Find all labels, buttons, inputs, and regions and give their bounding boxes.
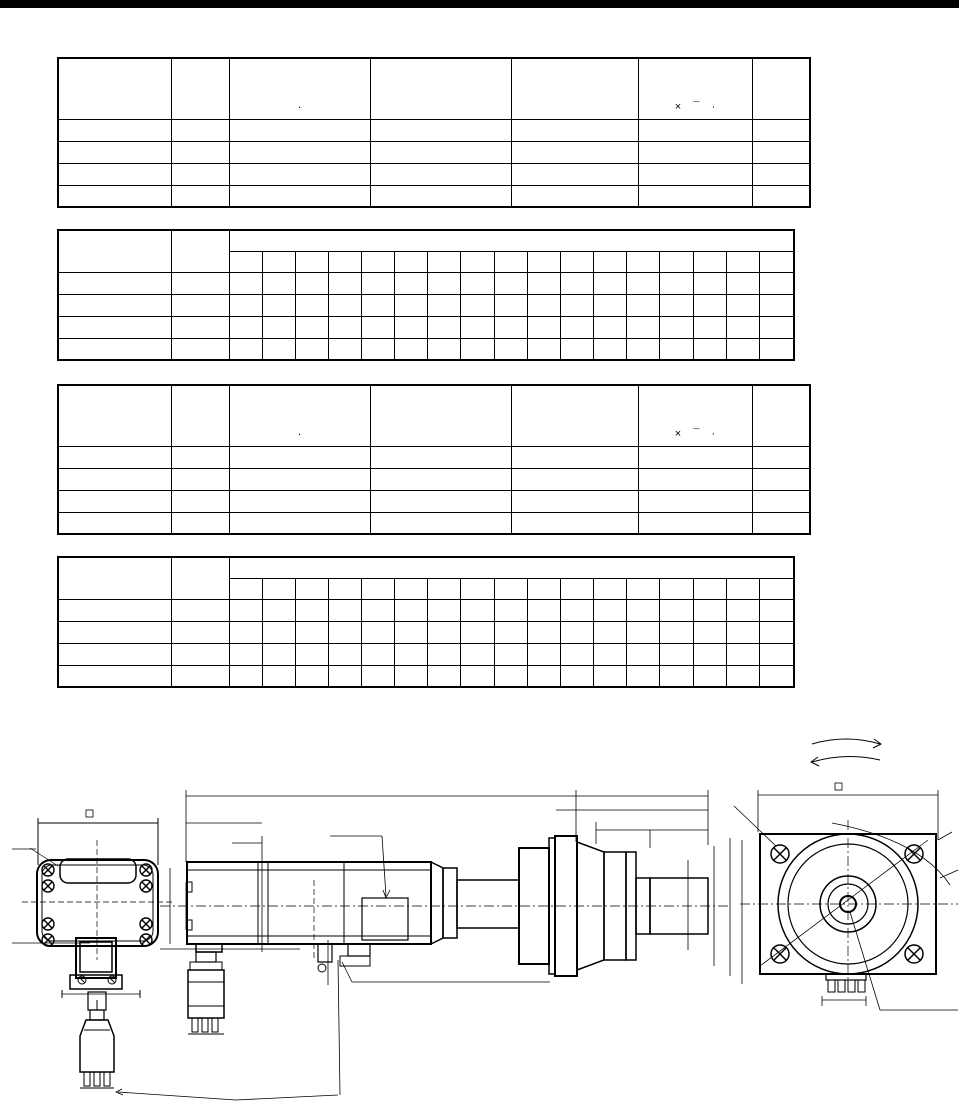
- rotation-arrows: [811, 739, 881, 766]
- table-row: [58, 272, 794, 294]
- square-symbol: [835, 783, 842, 790]
- header-cell: [752, 58, 810, 119]
- table-row: [58, 338, 794, 360]
- power-connector: [80, 1020, 114, 1072]
- table-row: [58, 446, 810, 468]
- table-row: [58, 468, 810, 490]
- table-header-row: [58, 58, 810, 119]
- spec-table-c: [57, 384, 811, 535]
- bolt-holes: [771, 845, 923, 963]
- side-view: [160, 790, 742, 1100]
- end-view-right: [734, 783, 958, 1010]
- table-row: [58, 599, 794, 621]
- table-row: [58, 621, 794, 643]
- spec-table-b: [57, 229, 795, 361]
- motor-body: [187, 862, 431, 944]
- table-header-row: [58, 385, 810, 446]
- table-row: [58, 512, 810, 534]
- unit-marks: × ¯ ·: [674, 100, 716, 113]
- dot-mark: .: [297, 425, 302, 438]
- table-row: [58, 490, 810, 512]
- table-row: [58, 185, 810, 207]
- table-row: [58, 141, 810, 163]
- table-row: [58, 643, 794, 665]
- table-row: [58, 119, 810, 141]
- unit-marks: × ¯ ·: [674, 427, 716, 440]
- table-row: [58, 665, 794, 687]
- top-bar: [0, 0, 959, 8]
- header-cell: [370, 58, 511, 119]
- spec-table-a: [57, 57, 811, 208]
- spec-table-d: [57, 556, 795, 688]
- table-row: [58, 316, 794, 338]
- table-header-row: [58, 557, 794, 578]
- table-row: [58, 294, 794, 316]
- header-cell: [171, 58, 229, 119]
- square-symbol: [86, 810, 93, 817]
- motor-dimension-drawing: [0, 725, 959, 1104]
- end-view-left: [12, 810, 236, 1100]
- header-cell: [511, 58, 638, 119]
- header-cell: [229, 58, 370, 119]
- table-header-row: [58, 230, 794, 251]
- header-cell: [58, 58, 171, 119]
- dot-mark: .: [297, 98, 302, 111]
- header-cell: [638, 58, 752, 119]
- table-row: [58, 163, 810, 185]
- nameplate: [362, 898, 408, 940]
